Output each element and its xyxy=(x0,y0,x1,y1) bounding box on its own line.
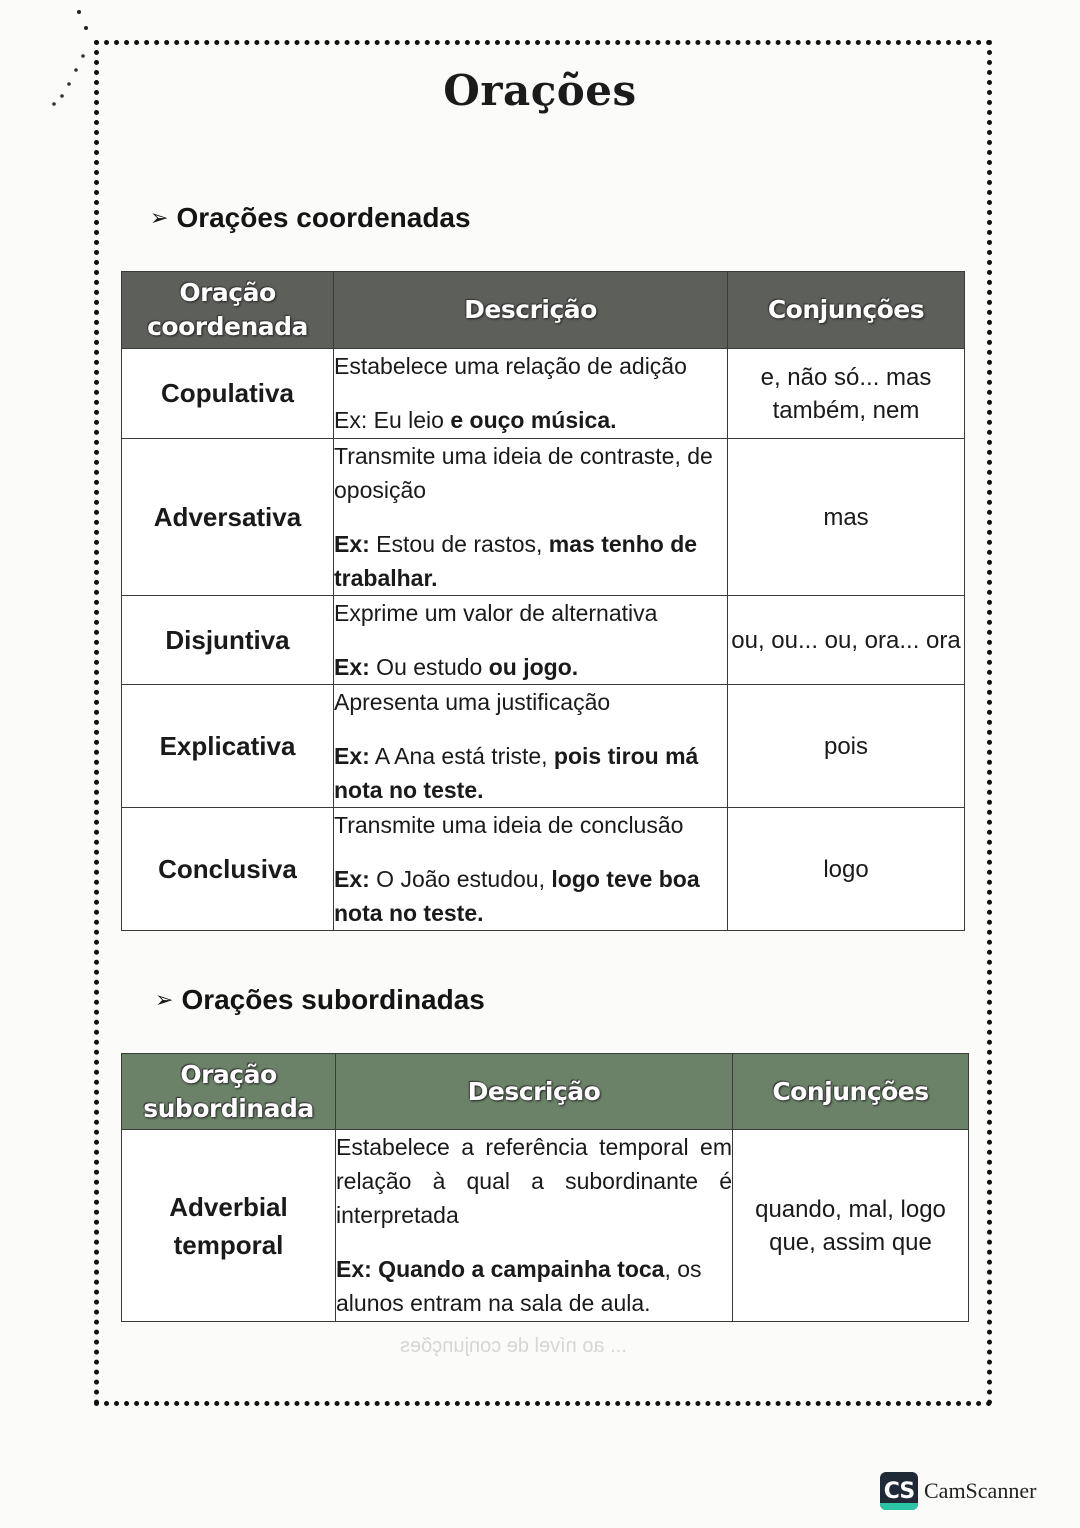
table-header-row xyxy=(122,1054,969,1130)
column-header-description: Descrição xyxy=(336,1054,733,1130)
description-text: Estabelece uma relação de adição xyxy=(334,353,687,379)
clause-type: Copulativa xyxy=(122,349,334,439)
clause-type: Adverbial temporal xyxy=(122,1130,336,1322)
description-text: Transmite uma ideia de contraste, de oposição xyxy=(334,443,713,503)
section-heading-coordenadas xyxy=(150,202,471,234)
example-text: Ex: A Ana está triste, pois tirou má nota no teste. xyxy=(334,743,699,803)
clause-description-cell xyxy=(336,1130,733,1322)
bleed-through-text: ... ao nível de conjunções xyxy=(400,1335,627,1357)
subordinate-clauses-table xyxy=(121,1053,969,1322)
description-text: Estabelece a referência temporal em relação à qual a subordinante é interpretada xyxy=(336,1134,732,1228)
clause-type: Disjuntiva xyxy=(122,596,334,685)
description-text: Apresenta uma justificação xyxy=(334,689,611,715)
column-header-description: Descrição xyxy=(334,272,728,349)
conjunctions: pois xyxy=(728,685,965,808)
example-text: Ex: Quando a campainha toca, os alunos entram na sala de aula. xyxy=(336,1256,702,1316)
column-header-type: Oração subordinada xyxy=(122,1054,336,1130)
table-row xyxy=(122,808,965,931)
conjunctions: logo xyxy=(728,808,965,931)
clause-type: Explicativa xyxy=(122,685,334,808)
column-header-conjunctions: Conjunções xyxy=(728,272,965,349)
section-heading-subordinadas xyxy=(155,984,485,1016)
example-text: Ex: Ou estudo ou jogo. xyxy=(334,654,579,680)
clause-type: Adversativa xyxy=(122,439,334,596)
clause-description-cell xyxy=(334,349,728,439)
camscanner-watermark xyxy=(880,1472,1036,1510)
description-text: Exprime um valor de alternativa xyxy=(334,600,658,626)
description-text: Transmite uma ideia de conclusão xyxy=(334,812,684,838)
arrow-bullet-icon: ➢ xyxy=(155,987,174,1012)
example-text: Ex: Estou de rastos, mas tenho de trabalhar. xyxy=(334,531,698,591)
conjunctions: ou, ou... ou, ora... ora xyxy=(728,596,965,685)
conjunctions: e, não só... mas também, nem xyxy=(728,349,965,439)
table-row xyxy=(122,1130,969,1322)
section-heading-text: Orações subordinadas xyxy=(181,984,485,1015)
column-header-type: Oração coordenada xyxy=(122,272,334,349)
example-text: Ex: Eu leio e ouço música. xyxy=(334,407,617,433)
example-text: Ex: O João estudou, logo teve boa nota no teste. xyxy=(334,866,700,926)
clause-description-cell xyxy=(334,685,728,808)
conjunctions: quando, mal, logo que, assim que xyxy=(733,1130,969,1322)
conjunctions: mas xyxy=(728,439,965,596)
camscanner-logo-icon: CS xyxy=(880,1472,918,1510)
coordinate-clauses-table xyxy=(121,271,965,931)
page-title: Orações xyxy=(443,66,637,115)
table-row xyxy=(122,685,965,808)
table-header-row xyxy=(122,272,965,349)
camscanner-name: CamScanner xyxy=(924,1478,1037,1503)
table-row xyxy=(122,439,965,596)
clause-type: Conclusiva xyxy=(122,808,334,931)
table-row xyxy=(122,349,965,439)
clause-description-cell xyxy=(334,439,728,596)
table-row xyxy=(122,596,965,685)
clause-description-cell xyxy=(334,808,728,931)
section-heading-text: Orações coordenadas xyxy=(176,202,471,233)
arrow-bullet-icon: ➢ xyxy=(150,205,169,230)
column-header-conjunctions: Conjunções xyxy=(733,1054,969,1130)
clause-description-cell xyxy=(334,596,728,685)
